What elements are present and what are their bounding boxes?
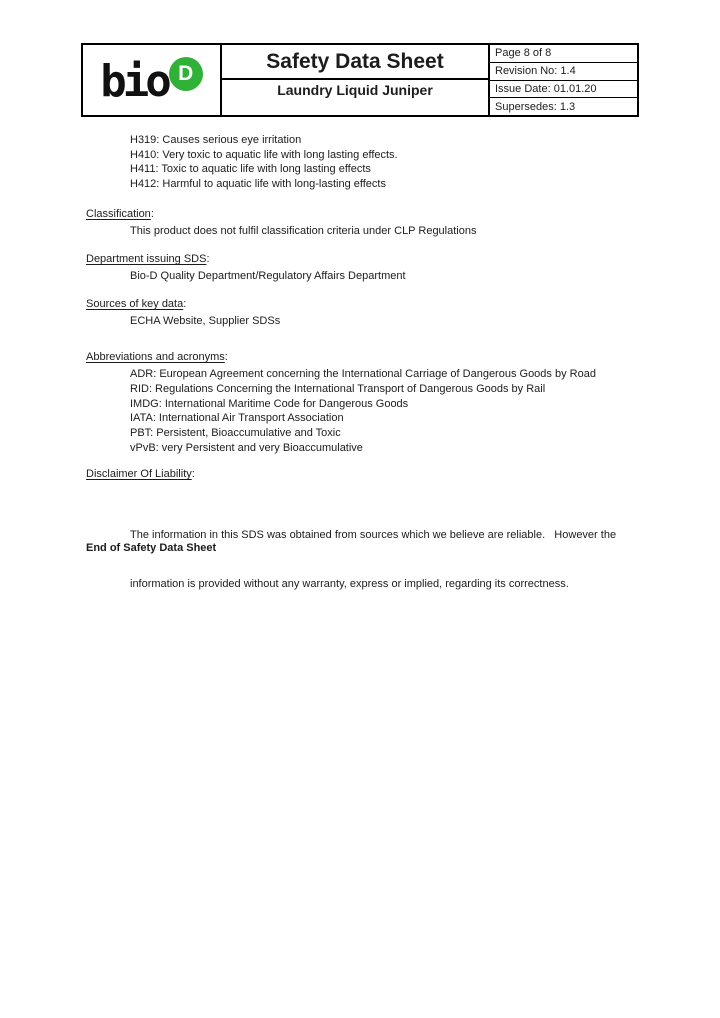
section-body	[86, 367, 652, 455]
disclaimer-paragraph	[86, 495, 652, 625]
heading-colon: :	[191, 468, 195, 480]
product-name: Laundry Liquid Juniper	[277, 82, 433, 98]
section-body	[86, 224, 652, 239]
section-heading	[86, 252, 652, 267]
section-heading	[86, 297, 652, 312]
hazard-statements	[86, 133, 696, 192]
heading-colon: :	[150, 208, 154, 220]
section-line: ECHA Website, Supplier SDSs	[130, 315, 281, 328]
page-number: Page 8 of 8	[490, 45, 637, 63]
abbreviation-line: ADR: European Agreement concerning the International Carriage of Dangerous Goods by Road	[130, 368, 596, 381]
section-body	[86, 314, 652, 329]
paragraph-line: information is provided without any warranty, express or implied, regarding its correctness.	[130, 578, 569, 591]
abbreviation-line: PBT: Persistent, Bioaccumulative and Toxic	[130, 427, 341, 440]
hazard-line: H410: Very toxic to aquatic life with long lasting effects.	[130, 148, 398, 161]
logo-text: bio	[100, 56, 168, 107]
hazard-line: H319: Causes serious eye irritation	[130, 134, 302, 146]
section-line: This product does not fulfil classification criteria under CLP Regulations	[130, 225, 477, 238]
bio-d-logo	[100, 56, 202, 107]
abbreviation-line: IATA: International Air Transport Association	[130, 412, 344, 425]
logo-d-badge-icon: D	[169, 57, 203, 91]
heading-text: Department issuing SDS	[86, 253, 207, 265]
supersedes: Supersedes: 1.3	[495, 100, 576, 113]
hazard-line: H412: Harmful to aquatic life with long-lasting effects	[130, 178, 386, 191]
abbreviation-line: IMDG: International Maritime Code for Dangerous Goods	[130, 397, 409, 410]
document-title: Safety Data Sheet	[222, 45, 488, 80]
heading-text: Disclaimer Of Liability	[86, 468, 192, 480]
abbreviation-line: RID: Regulations Concerning the International Transport of Dangerous Goods by Rail	[130, 382, 546, 395]
abbreviation-line: vPvB: very Persistent and very Bioaccumulative	[130, 441, 363, 454]
heading-text: Sources of key data	[86, 298, 184, 310]
section-line: Bio-D Quality Department/Regulatory Affairs Department	[130, 270, 406, 283]
section-department	[86, 252, 652, 284]
hazard-line: H411: Toxic to aquatic life with long lasting effects	[130, 163, 371, 176]
logo-cell	[83, 45, 222, 115]
section-sources	[86, 297, 652, 329]
meta-cell	[490, 45, 637, 115]
section-heading	[86, 467, 652, 482]
end-of-sheet-note: End of Safety Data Sheet	[86, 542, 217, 554]
header-table	[81, 43, 639, 117]
section-heading	[86, 207, 652, 222]
heading-text: Abbreviations and acronyms	[86, 351, 225, 363]
revision-number: Revision No: 1.4	[490, 63, 637, 81]
section-abbreviations	[86, 350, 652, 455]
section-body	[86, 269, 652, 284]
section-heading	[86, 350, 652, 365]
paragraph-line: The information in this SDS was obtained from sources which we believe are reliable. However the	[130, 529, 617, 542]
heading-text: Classification	[86, 208, 151, 220]
heading-colon: :	[224, 351, 228, 363]
heading-colon: :	[183, 298, 187, 310]
section-classification	[86, 207, 652, 239]
heading-colon: :	[206, 253, 210, 265]
title-cell	[222, 45, 490, 115]
issue-date: Issue Date: 01.01.20	[490, 81, 637, 99]
